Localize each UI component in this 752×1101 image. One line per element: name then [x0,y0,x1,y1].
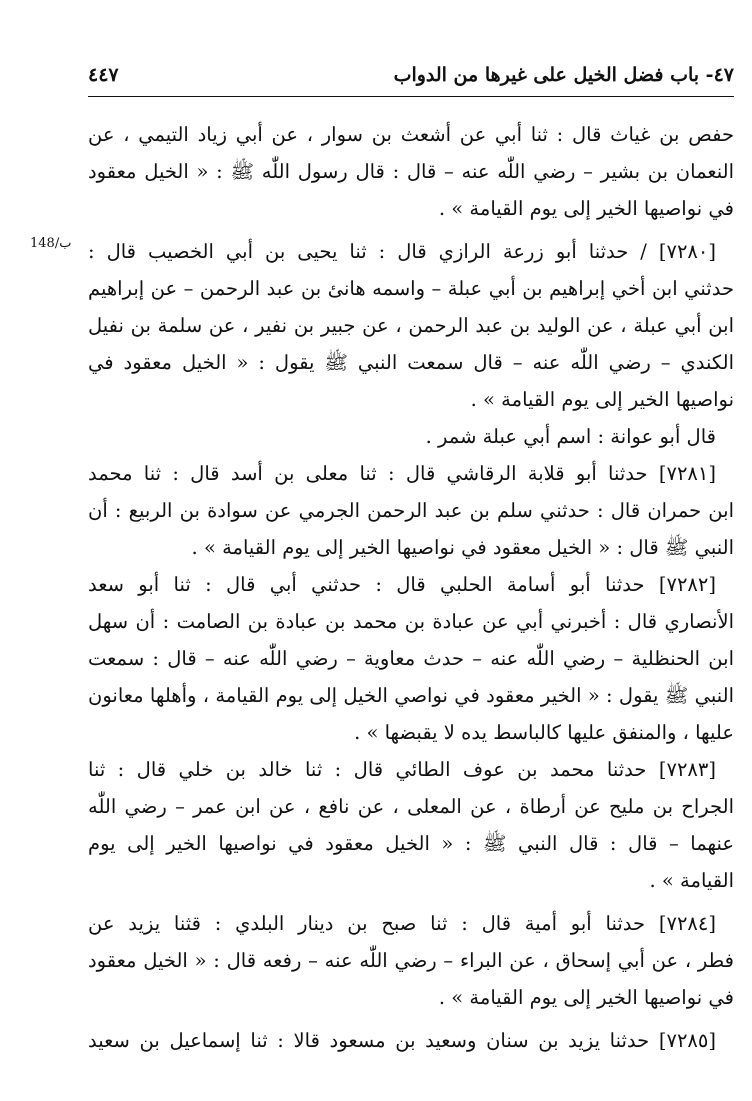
text-line: ابن أبي عبلة ، عن الوليد بن عبد الرحمن ، عن جبير بن نفير ، عن سلمة بن نفيل [88,314,734,337]
chapter-title: ٤٧- باب فضل الخيل على غيرها من الدواب [393,64,734,86]
hadith-7282-start: [٧٢٨٢] حدثنا أبو أسامة الحلبي قال : حدثني أبي قال : ثنا أبو سعد [88,573,716,596]
page-header [88,62,734,97]
hadith-7280-start: [٧٢٨٠] / حدثنا أبو زرعة الرازي قال : ثنا يحيى بن أبي الخصيب قال : [88,240,716,263]
text-line: فطر ، عن أبي إسحاق ، عن البراء – رضي اللّٰه عنه – رفعه قال : « الخيل معقود [88,949,734,972]
hadith-7285-start: [٧٢٨٥] حدثنا يزيد بن سنان وسعيد بن مسعود قالا : ثنا إسماعيل بن سعيد [88,1029,716,1052]
hadith-7284-start: [٧٢٨٤] حدثنا أبو أمية قال : ثنا صبح بن دينار البلدي : قثنا يزيد عن [88,912,716,935]
text-line: عليها ، والمنفق عليها كالباسط يده لا يقبضها » . [354,721,734,744]
text-line: ابن حمران قال : حدثني سلم بن عبد الرحمن الجرمي عن سوادة بن الربيع : أن [88,499,734,522]
text-line: نواصيها الخير إلى يوم القيامة » . [470,388,734,411]
hadith-7283-start: [٧٢٨٣] حدثنا محمد بن عوف الطائي قال : ثنا خالد بن خلي قال : ثنا [88,758,716,781]
text-line: قال أبو عوانة : اسم أبي عبلة شمر . [425,425,716,448]
text-line: في نواصيها الخير إلى يوم القيامة » . [438,986,734,1009]
text-line: حدثني ابن أخي إبراهيم بن أبي عبلة – واسمه هانئ بن عبد الرحمن – عن إبراهيم [88,277,734,300]
text-line: عنهما – قال : قال النبي ﷺ : « الخيل معقود في نواصيها الخير إلى يوم [88,832,734,855]
text-line: في نواصيها الخير إلى يوم القيامة » . [438,197,734,220]
text-line: النبي ﷺ قال : « الخيل معقود في نواصيها الخير إلى يوم القيامة » . [191,536,734,559]
text-line: الأنصاري قال : أخبرني أبي عن عبادة بن محمد بن عبادة بن الصامت : أن سهل [88,610,734,633]
text-line: حفص بن غياث قال : ثنا أبي عن أشعث بن سوار ، عن أبي زياد التيمي ، عن [88,123,734,146]
page-body [88,116,734,1059]
text-line: النعمان بن بشير – رضي اللّٰه عنه – قال : قال رسول اللّٰه ﷺ : « الخيل معقود [88,160,734,183]
hadith-7281-start: [٧٢٨١] حدثنا أبو قلابة الرقاشي قال : ثنا معلى بن أسد قال : ثنا محمد [88,462,716,485]
text-line: الجراح بن مليح عن أرطاة ، عن المعلى ، عن نافع ، عن ابن عمر – رضي اللّٰه [88,795,734,818]
text-line: الكندي – رضي اللّٰه عنه – قال سمعت النبي ﷺ يقول : « الخيل معقود في [88,351,734,374]
text-line: ابن الحنظلية – رضي اللّٰه عنه – حدث معاوية – رضي اللّٰه عنه – قال : سمعت [88,647,734,670]
manuscript-folio-note: 148/ب [30,236,72,251]
text-line: النبي ﷺ يقول : « الخير معقود في نواصي الخيل إلى يوم القيامة ، وأهلها معانون [88,684,734,707]
page-number: ٤٤٧ [88,64,119,86]
text-line: القيامة » . [649,869,734,892]
